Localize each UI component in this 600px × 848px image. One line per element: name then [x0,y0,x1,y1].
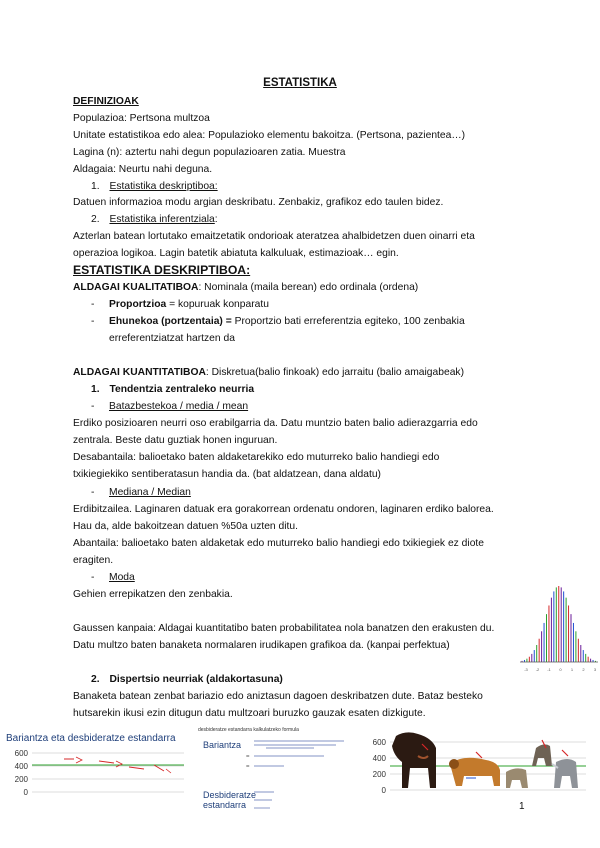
moda-label: Moda [109,572,135,583]
gauss-x-tick: 2 [582,667,585,672]
dog-schnauzer-image [552,759,578,788]
gauss-x-tick: 3 [593,667,597,672]
kuantitatiboa-line [73,366,464,379]
formula-figure [244,736,354,816]
list-number: 1. [91,181,100,192]
bullet-mediana [91,486,191,499]
dog-dachshund-image [449,758,500,786]
mediana-text-2: Hau da, alde bakoitzean datuen %50a uzten ditu. [73,521,298,532]
formula-std-label [203,790,256,810]
gauss-ticks [524,667,597,672]
kualitatiboa-label: ALDAGAI KUALITATIBOA [73,282,199,293]
gauss-x-tick: 1 [570,667,574,672]
def-line-unitatea: Unitate estatistikoa edo alea: Populazioko elementu bakoitza. (Pertsona, pazientea…) [73,130,466,141]
batazbestekoa-text-4: txikiegiekiko sentiberatasun handia da. (bat aldatzean, dana aldatu) [73,469,381,480]
list-label: Estatistika inferentziala [109,214,215,225]
formula-std-label-1: Desbideratze [203,790,257,800]
mediana-text-1: Erdibitzailea. Laginaren datuak era gorakorrean ordenatu ondoren, laginaren erdiko balorea. [73,504,494,515]
kuantitatiboa-label: ALDAGAI KUANTITATIBOA [73,367,206,378]
list-number: 2. [91,674,100,685]
bullet-proportzioa [91,298,269,311]
ehunekoa-label: Ehunekoa (portzentaia) = [109,316,232,327]
mediana-text-4: eragiten. [73,555,114,566]
bullet-dash: - [91,401,95,412]
ehunekoa-content [109,315,465,328]
def-line-lagina: Lagina (n): aztertu nahi degun populazioaren zatia. Muestra [73,147,346,158]
right-y-ticks [373,738,387,795]
right-y-tick: 0 [381,786,386,795]
right-y-tick: 600 [372,738,386,747]
bullet-dash: - [91,316,95,327]
inferentziala-text-2: operazioa logikoa. Lagin batetik abiatuta kalkuluak, estimazioak… egin. [73,248,399,259]
list-label: Estatistika deskriptiboa: [109,181,218,192]
batazbestekoa-text-3: Desabantaila: balioetako baten aldaketarekiko edo muturreko balio handiegi edo [73,452,440,463]
dogs-chart-figure [366,726,588,798]
gauss-x-tick: -3 [524,667,528,672]
dispertsio-text-1: Banaketa batean zenbat bariazio edo aniztasun dagoen deskribatzen dute. Bataz besteko [73,691,483,702]
ehunekoa-text-2: erreferentziatzat hartzen da [109,333,235,344]
ehunekoa-text: Proportzio bati erreferentzia egiteko, 100 zenbakia [231,316,465,327]
gauss-x-tick: 0 [559,667,562,672]
dispertsio-text-2: hutsarekin ikusi ezin ditugun datu multzoari buruzko gauzak esaten dizkigute. [73,708,426,719]
left-y-tick: 0 [23,788,28,797]
gauss-bars [522,586,596,662]
list-item-inferentziala [91,213,218,226]
kualitatiboa-text: : Nominala (maila berean) edo ordinala (ordena) [198,282,419,293]
def-line-aldagaia: Aldagaia: Neurtu nahi deguna. [73,164,213,175]
moda-text: Gehien errepikatzen den zenbakia. [73,589,233,600]
formula-equals-1: = [246,754,250,760]
formula-std-label-2: estandarra [203,800,247,810]
variance-figure-title: Bariantza eta desbideratze estandarra [6,733,176,744]
mediana-label: Mediana / Median [109,487,191,498]
left-y-tick: 200 [14,775,28,784]
proportzioa-text: = kopuruak konparatu [166,299,269,310]
page-title: ESTATISTIKA [263,77,337,89]
deskriptiboa-text: Datuen informazioa modu argian deskribatu. Zenbakiz, grafikoz edo taulen bidez. [73,197,444,208]
gauss-text-1: Gaussen kanpaia: Aldagai kuantitatibo baten probabilitatea nola banatzen den erakusten du. [73,623,495,634]
def-line-populazioa: Populazioa: Pertsona multzoa [73,113,210,124]
list-item-tendentzia [91,383,254,396]
left-grid [32,753,184,792]
batazbestekoa-text-2: zentrala. Beste datu guztiak honen inguruan. [73,435,278,446]
proportzioa-content [109,298,269,311]
deskriptiboa-heading: ESTATISTIKA DESKRIPTIBOA: [73,263,251,277]
gauss-x-tick: -2 [535,667,540,672]
kualitatiboa-line [73,281,418,294]
formula-variance-label: Bariantza [203,740,242,750]
page-number: 1 [519,801,525,812]
batazbestekoa-label: Batazbestekoa / media / mean [109,401,249,412]
right-y-tick: 200 [372,770,386,779]
right-y-tick: 400 [372,754,386,763]
list-item-dispertsio [91,673,283,686]
left-y-tick: 400 [14,762,28,771]
bullet-batazbestekoa [91,400,249,413]
inferentziala-text-1: Azterlan batean lortutako emaitzetatik ondorioak ateratzea ahalbidetzen duen oinarri eta [73,231,475,242]
left-y-tick: 600 [14,749,28,758]
list-number: 2. [91,214,100,225]
gauss-bell-figure [516,580,600,680]
bullet-dash: - [91,572,95,583]
list-label: Dispertsio neurriak (aldakortasuna) [109,674,283,685]
batazbestekoa-text-1: Erdiko posizioaren neurri oso erabilgarria da. Datu muntzio baten balio adierazgarria edo [73,418,478,429]
list-item-deskriptiboa [91,180,218,193]
bullet-dash: - [91,487,95,498]
list-colon: : [214,214,218,225]
list-label: Tendentzia zentraleko neurria [109,384,255,395]
bullet-ehunekoa [91,315,465,328]
bullet-dash: - [91,299,95,310]
left-y-ticks [15,749,29,797]
list-number: 1. [91,384,100,395]
proportzioa-label: Proportzioa [109,299,167,310]
kuantitatiboa-text: : Diskretua(balio finkoak) edo jarraitu (balio amaigabeak) [205,367,465,378]
dog-rottweiler-image [392,732,436,788]
gauss-text-2: Datu multzo baten banaketa normalaren irudikapen grafikoa da. (kanpai perfektua) [73,640,450,651]
bullet-moda [91,571,135,584]
gauss-x-tick: -1 [547,667,551,672]
mediana-text-3: Abantaila: balioetako baten aldaketak edo muturreko balio handiegi edo txikiegiek ez diote [73,538,485,549]
formula-figure-header: desbideratze estandarra kalkulatzeko formula [198,727,299,733]
definizioak-heading: DEFINIZIOAK [73,96,139,107]
formula-equals-2: = [246,764,250,770]
variance-figure [4,745,190,797]
